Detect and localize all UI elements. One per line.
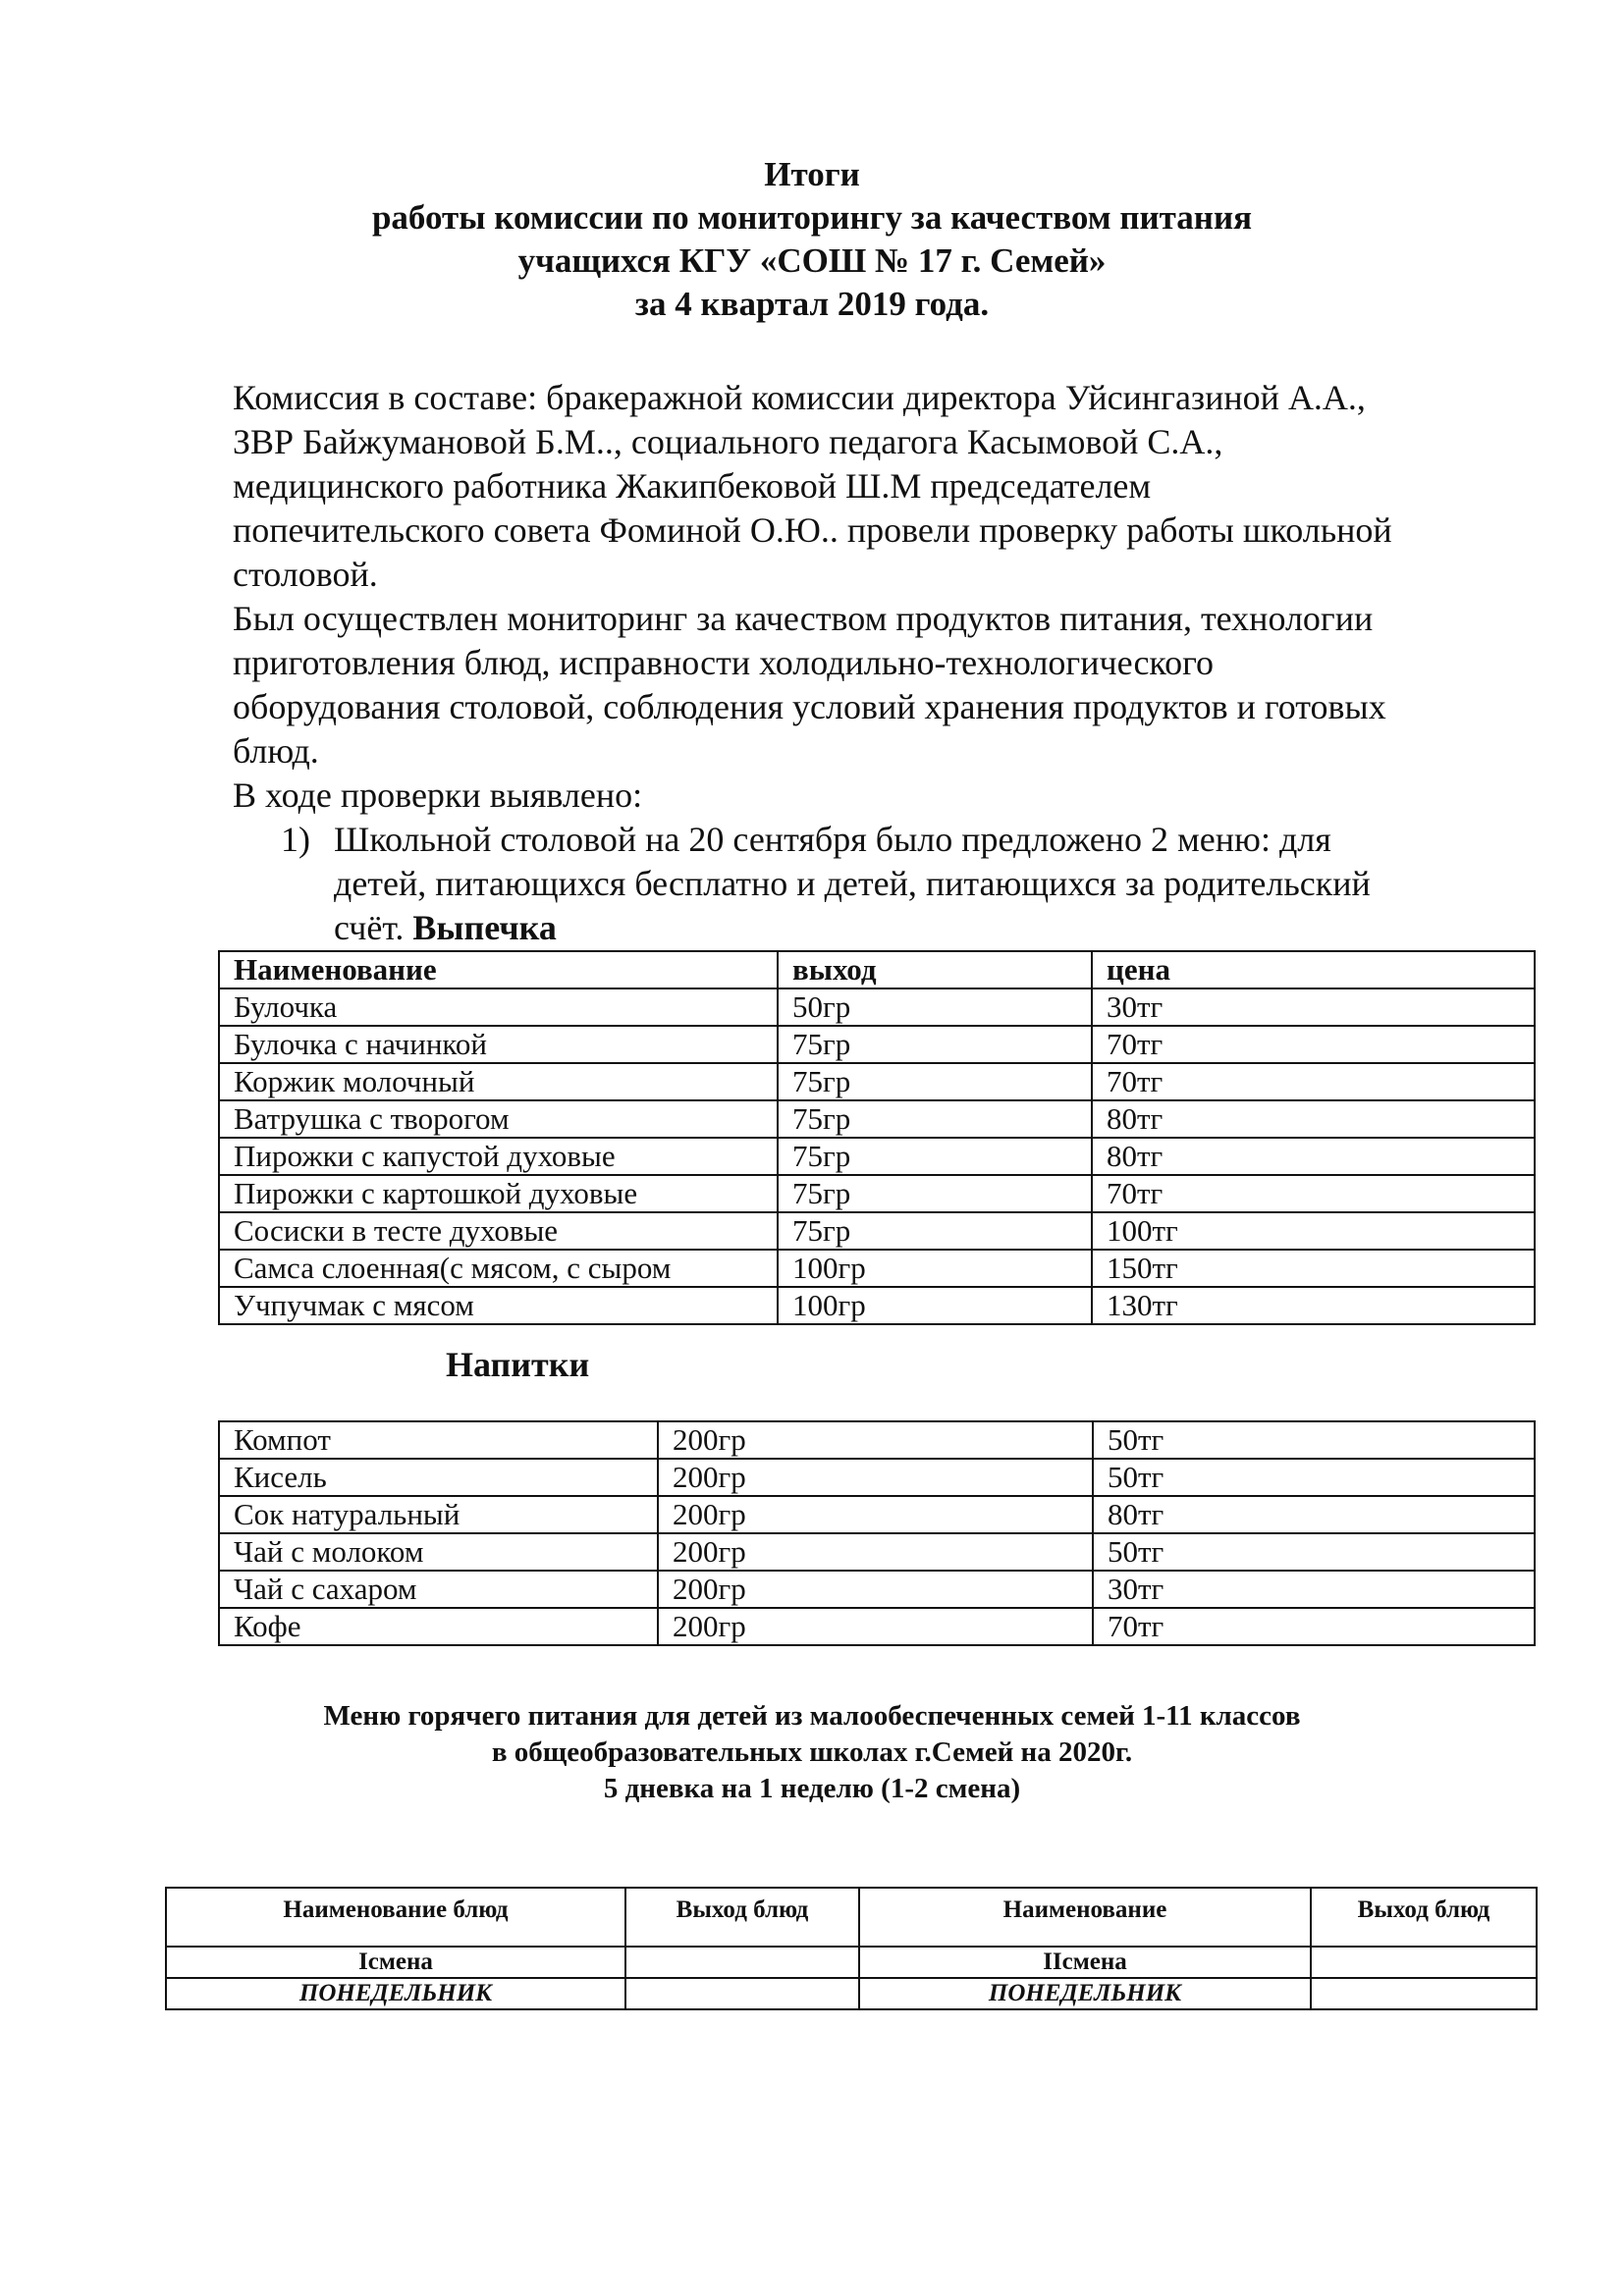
cell-name: Чай с молоком (219, 1533, 658, 1571)
body-line: приготовления блюд, исправности холодильно-технологического (233, 643, 1214, 682)
drinks-table (218, 1420, 1536, 1646)
title-line-1: Итоги (764, 155, 860, 193)
title-line-4: за 4 квартал 2019 года. (634, 285, 990, 323)
table-row (219, 1459, 1535, 1496)
table-row (219, 1100, 1535, 1138)
menu-title-line-2: в общеобразовательных школах г.Семей на 2020г. (491, 1736, 1133, 1768)
table-row (219, 988, 1535, 1026)
column-header-name: Наименование (219, 951, 778, 988)
cell-name: Кофе (219, 1608, 658, 1645)
cell-name: Кисель (219, 1459, 658, 1496)
title-line-2: работы комиссии по мониторингу за качеством питания (371, 198, 1253, 237)
table-row (219, 1063, 1535, 1100)
cell-yield: 100гр (778, 1250, 1092, 1287)
table-header-row (166, 1888, 1537, 1947)
list-number: 1) (281, 820, 310, 859)
day-label-2: ПОНЕДЕЛЬНИК (859, 1978, 1311, 2009)
cell-price: 50тг (1093, 1459, 1535, 1496)
table-row (219, 1533, 1535, 1571)
table-row (219, 1608, 1535, 1645)
cell-price: 50тг (1093, 1533, 1535, 1571)
title-line-3: учащихся КГУ «СОШ № 17 г. Семей» (517, 241, 1107, 280)
cell-yield: 75гр (778, 1138, 1092, 1175)
cell-price: 50тг (1093, 1421, 1535, 1459)
list-line: Школьной столовой на 20 сентября было предложено 2 меню: для (334, 820, 1331, 859)
list-line: детей, питающихся бесплатно и детей, питающихся за родительский (334, 864, 1371, 903)
cell-yield: 75гр (778, 1026, 1092, 1063)
cell-yield: 200гр (658, 1421, 1093, 1459)
cell-yield: 50гр (778, 988, 1092, 1026)
table-row (219, 1421, 1535, 1459)
day-label-1: ПОНЕДЕЛЬНИК (166, 1978, 625, 2009)
cell-name: Пирожки с капустой духовые (219, 1138, 778, 1175)
shift-1-label: Iсмена (166, 1947, 625, 1978)
empty-cell (1311, 1947, 1537, 1978)
column-header-dish: Наименование блюд (166, 1888, 625, 1947)
table-header-row (219, 951, 1535, 988)
cell-price: 70тг (1092, 1026, 1535, 1063)
cell-name: Компот (219, 1421, 658, 1459)
cell-name: Пирожки с картошкой духовые (219, 1175, 778, 1212)
cell-name: Коржик молочный (219, 1063, 778, 1100)
drinks-heading: Напитки (446, 1345, 590, 1384)
table-row (219, 1250, 1535, 1287)
column-header-price: цена (1092, 951, 1535, 988)
cell-name: Чай с сахаром (219, 1571, 658, 1608)
list-line-text: счёт. (334, 908, 405, 947)
cell-price: 130тг (1092, 1287, 1535, 1324)
body-line: медицинского работника Жакипбековой Ш.М председателем (233, 466, 1152, 506)
cell-name: Булочка с начинкой (219, 1026, 778, 1063)
table-row-day (166, 1978, 1537, 2009)
body-line: блюд. (233, 731, 319, 771)
shift-2-label: IIсмена (859, 1947, 1311, 1978)
empty-cell (1311, 1978, 1537, 2009)
menu-title-line-1: Меню горячего питания для детей из малообеспеченных семей 1-11 классов (323, 1700, 1301, 1732)
cell-price: 30тг (1092, 988, 1535, 1026)
column-header-yield: выход (778, 951, 1092, 988)
table-row (219, 1287, 1535, 1324)
cell-price: 80тг (1092, 1138, 1535, 1175)
cell-name: Учпучмак с мясом (219, 1287, 778, 1324)
cell-yield: 75гр (778, 1063, 1092, 1100)
column-header-yield-2: Выход блюд (1311, 1888, 1537, 1947)
cell-price: 30тг (1093, 1571, 1535, 1608)
list-line-last (334, 906, 1371, 950)
body-line: оборудования столовой, соблюдения условий хранения продуктов и готовых (233, 687, 1386, 726)
column-header-yield: Выход блюд (625, 1888, 859, 1947)
cell-yield: 200гр (658, 1496, 1093, 1533)
empty-cell (625, 1978, 859, 2009)
table-row (219, 1212, 1535, 1250)
cell-yield: 75гр (778, 1212, 1092, 1250)
document-title (0, 153, 1624, 326)
body-line: ЗВР Байжумановой Б.М.., социального педагога Касымовой С.А., (233, 422, 1223, 461)
cell-price: 70тг (1092, 1063, 1535, 1100)
cell-name: Сосиски в тесте духовые (219, 1212, 778, 1250)
column-header-name: Наименование (859, 1888, 1311, 1947)
cell-yield: 75гр (778, 1175, 1092, 1212)
cell-yield: 75гр (778, 1100, 1092, 1138)
cell-yield: 200гр (658, 1608, 1093, 1645)
table-row (219, 1138, 1535, 1175)
hot-meals-table (165, 1887, 1538, 2010)
body-line: В ходе проверки выявлено: (233, 775, 643, 815)
body-line: попечительского совета Фоминой О.Ю.. провели проверку работы школьной (233, 510, 1392, 550)
cell-price: 80тг (1092, 1100, 1535, 1138)
menu-title (0, 1698, 1624, 1807)
cell-name: Булочка (219, 988, 778, 1026)
list-item-text (334, 818, 1371, 950)
cell-yield: 200гр (658, 1533, 1093, 1571)
cell-name: Сок натуральный (219, 1496, 658, 1533)
cell-name: Самса слоенная(с мясом, с сыром (219, 1250, 778, 1287)
cell-name: Ватрушка с творогом (219, 1100, 778, 1138)
bakery-heading: Выпечка (412, 908, 557, 947)
cell-price: 100тг (1092, 1212, 1535, 1250)
body-line: Был осуществлен мониторинг за качеством продуктов питания, технологии (233, 599, 1374, 638)
body-text (233, 376, 1509, 818)
cell-price: 150тг (1092, 1250, 1535, 1287)
body-line: столовой. (233, 555, 378, 594)
cell-yield: 200гр (658, 1459, 1093, 1496)
table-row (219, 1571, 1535, 1608)
table-row (219, 1496, 1535, 1533)
body-line: Комиссия в составе: бракеражной комиссии директора Уйсингазиной А.А., (233, 378, 1366, 417)
cell-yield: 200гр (658, 1571, 1093, 1608)
bakery-table (218, 950, 1536, 1325)
cell-price: 70тг (1093, 1608, 1535, 1645)
cell-yield: 100гр (778, 1287, 1092, 1324)
table-row-shift (166, 1947, 1537, 1978)
table-row (219, 1175, 1535, 1212)
table-row (219, 1026, 1535, 1063)
cell-price: 70тг (1092, 1175, 1535, 1212)
menu-title-line-3: 5 дневка на 1 неделю (1-2 смена) (603, 1773, 1021, 1804)
empty-cell (625, 1947, 859, 1978)
cell-price: 80тг (1093, 1496, 1535, 1533)
